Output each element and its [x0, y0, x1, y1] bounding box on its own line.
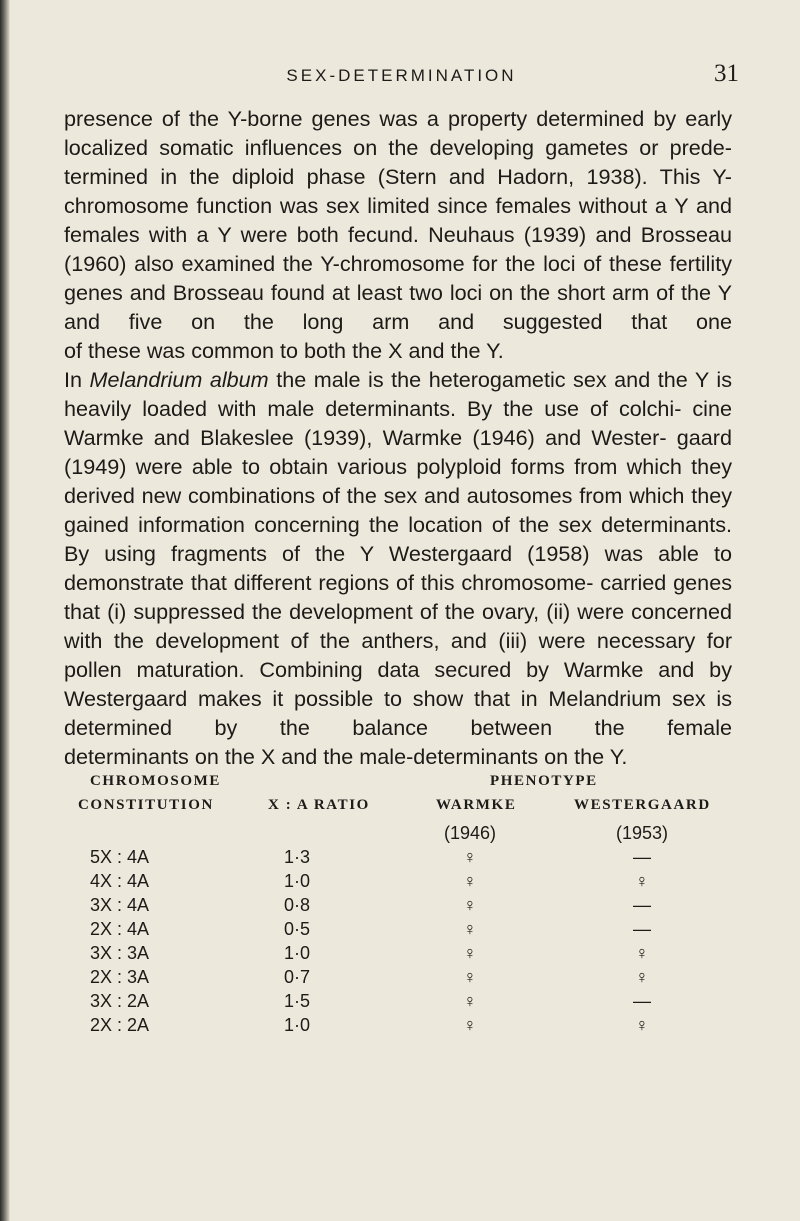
text-line — [64, 367, 688, 392]
cell-ratio: 0·8 — [284, 895, 311, 915]
text-line: short arm of the Y and five on the long arm and suggested that one — [64, 280, 732, 334]
cell-constitution: 3X : 2A — [90, 991, 150, 1011]
cell-warmke: ♀ — [463, 943, 477, 963]
cell-westergaard: — — [633, 991, 651, 1011]
text-fragment: the male is the heterogametic sex and the — [268, 367, 688, 392]
cell-constitution: 3X : 4A — [90, 895, 150, 915]
text-line: determinants on the X and the male-determinants on the Y. — [64, 744, 628, 769]
species-name: Melandrium album — [89, 367, 269, 392]
text-line: presence of the Y-borne genes was a property determined by early — [64, 106, 732, 131]
text-fragment: In — [64, 367, 90, 392]
cell-constitution: 2X : 4A — [90, 919, 150, 939]
header-warmke: WARMKE — [436, 797, 517, 813]
text-line: Brosseau (1960) also examined the Y-chromosome for the loci of — [64, 222, 732, 276]
cell-ratio: 1·0 — [284, 943, 311, 963]
text-line: gaard (1949) were able to obtain various polyploid forms from — [64, 425, 733, 479]
cell-warmke: ♀ — [463, 991, 477, 1011]
cell-ratio: 1·0 — [284, 1015, 311, 1035]
cell-westergaard: ♀ — [635, 967, 649, 987]
text-line: Y is heavily loaded with male determinants. By the use of colchi- — [64, 367, 733, 421]
header-chromosome: CHROMOSOME — [90, 773, 221, 789]
cell-warmke: ♀ — [463, 1015, 477, 1035]
text-line: carried genes that (i) suppressed the development of the ovary, — [64, 570, 732, 624]
body-text — [64, 104, 732, 771]
cell-constitution: 2X : 3A — [90, 967, 150, 987]
text-line: Warmke and by Westergaard makes it possible to show that in — [64, 657, 732, 711]
text-line: were necessary for pollen maturation. Combining data secured by — [64, 628, 733, 682]
cell-ratio: 1·3 — [284, 847, 311, 867]
cell-warmke: ♀ — [463, 847, 477, 867]
cell-constitution: 4X : 4A — [90, 871, 150, 891]
cell-ratio: 0·7 — [284, 967, 311, 987]
cell-westergaard: — — [633, 895, 651, 915]
header-warmke-year: (1946) — [443, 823, 497, 843]
cell-westergaard: ♀ — [635, 1015, 649, 1035]
cell-constitution: 3X : 3A — [90, 943, 150, 963]
cell-ratio: 0·5 — [284, 919, 311, 939]
cell-westergaard: — — [633, 847, 651, 867]
text-line: which they derived new combinations of the sex and autosomes — [64, 454, 732, 508]
cell-westergaard: — — [633, 919, 651, 939]
cell-warmke: ♀ — [463, 871, 477, 891]
cell-warmke: ♀ — [463, 895, 477, 915]
text-line: of these was common to both the X and the Y. — [64, 338, 504, 363]
text-line: cine Warmke and Blakeslee (1939), Warmke (1946) and Wester- — [64, 396, 732, 450]
cell-constitution: 5X : 4A — [90, 847, 150, 867]
text-line: from which they gained information concerning the location of the — [64, 483, 733, 537]
paragraph-2 — [64, 365, 732, 771]
cell-westergaard: ♀ — [635, 943, 649, 963]
cell-ratio: 1·0 — [284, 871, 311, 891]
cell-westergaard: ♀ — [635, 871, 649, 891]
text-line: was able to demonstrate that different regions of this chromosome- — [64, 541, 733, 595]
cell-warmke: ♀ — [463, 919, 477, 939]
cell-warmke: ♀ — [463, 967, 477, 987]
text-line: termined in the diploid phase (Stern and Hadorn, 1938). This — [64, 164, 701, 189]
text-line: (ii) were concerned with the development of the anthers, and (iii) — [64, 599, 733, 653]
cell-ratio: 1·5 — [284, 991, 311, 1011]
header-westergaard: WESTERGAARD — [574, 797, 711, 813]
page-header — [64, 60, 739, 94]
page-edge — [0, 0, 10, 1221]
text-line: these fertility genes and Brosseau found at least two loci on the — [64, 251, 733, 305]
paragraph-1 — [64, 104, 732, 365]
header-ratio: X : A RATIO — [268, 797, 370, 813]
text-line: localized somatic influences on the developing gametes or prede- — [64, 135, 732, 160]
text-line: and females with a Y were both fecund. Neuhaus (1939) and — [64, 193, 733, 247]
text-line: Melandrium sex is determined by the balance between the female — [64, 686, 733, 740]
header-westergaard-year: (1953) — [615, 823, 669, 843]
header-constitution: CONSTITUTION — [78, 797, 214, 813]
text-line: sex determinants. By using fragments of the Y Westergaard (1958) — [64, 512, 732, 566]
header-phenotype: PHENOTYPE — [490, 773, 598, 789]
cell-constitution: 2X : 2A — [90, 1015, 150, 1035]
running-head: SEX-DETERMINATION — [286, 66, 517, 85]
page-number: 31 — [714, 60, 739, 87]
text-line: Y-chromosome function was sex limited since females without a Y — [64, 164, 732, 218]
